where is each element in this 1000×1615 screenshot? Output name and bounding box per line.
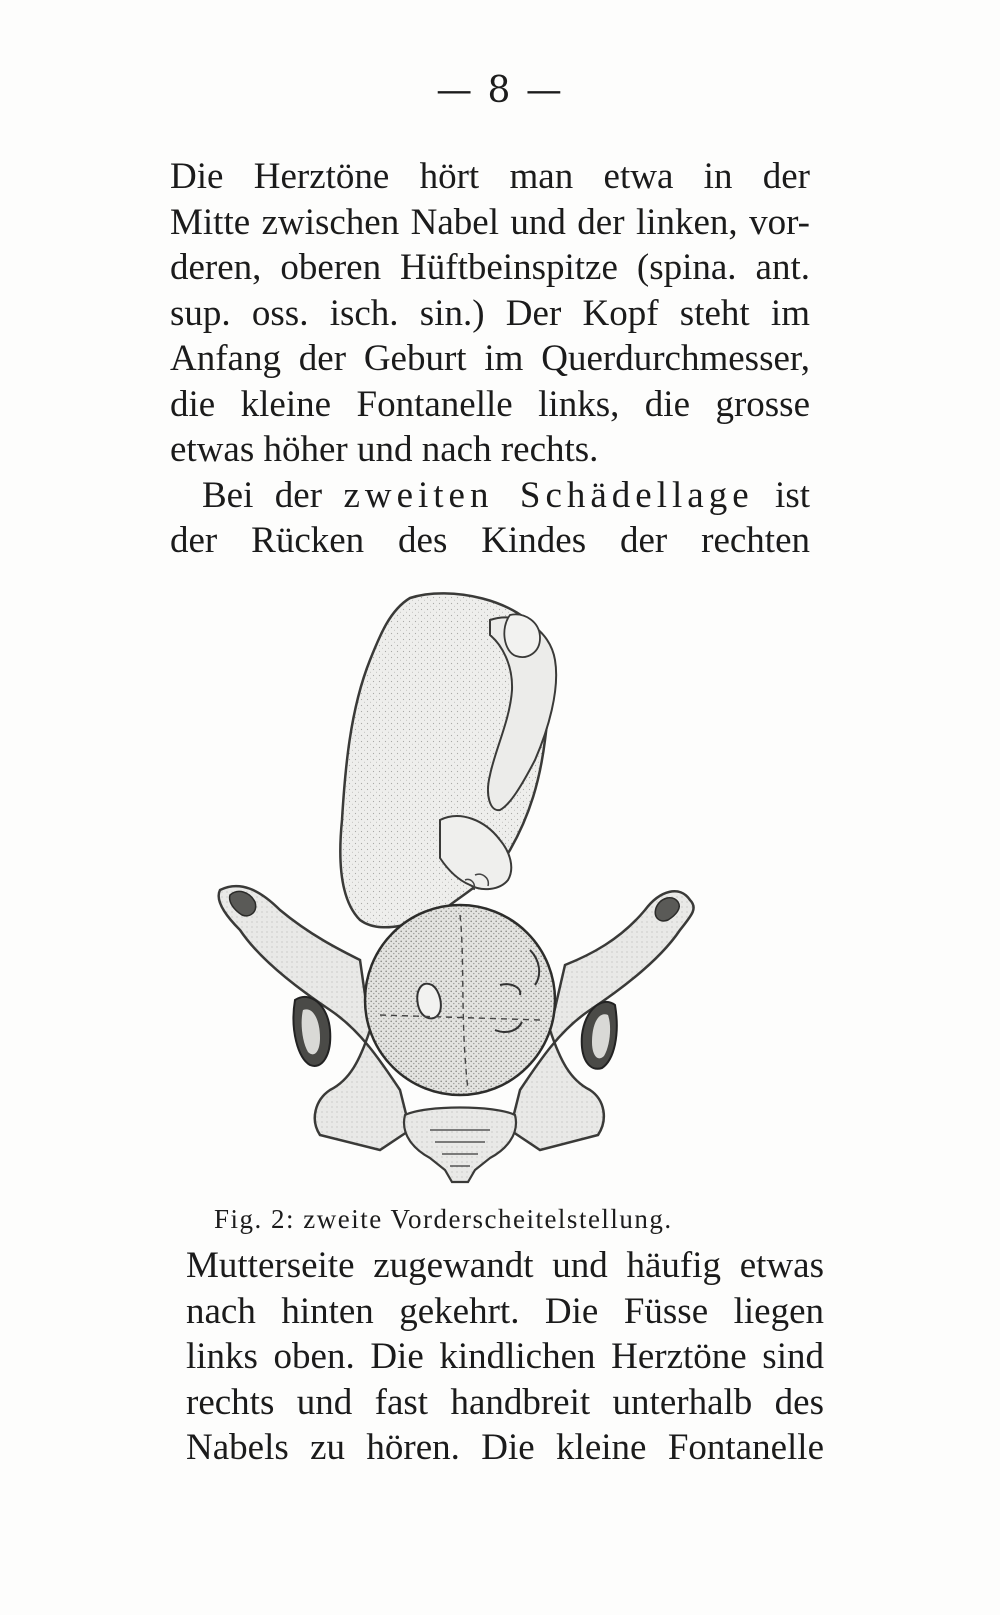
- text-line: Die Herztöne hört man etwa in der: [170, 156, 810, 197]
- top-paragraph: [170, 154, 810, 564]
- text-line: deren, oberen Hüftbeinspitze (spina. ant.: [170, 247, 810, 288]
- text-line: sup. oss. isch. sin.) Der Kopf steht im: [170, 292, 810, 334]
- page-number: — 8 —: [436, 70, 564, 111]
- text-line: Anfang der Geburt im Querdurchmesser,: [170, 338, 810, 379]
- emphasized-term: zweiten Schädellage: [343, 474, 754, 516]
- paragraph-start-end: ist: [775, 474, 810, 516]
- text-line: Mutterseite zugewandt und häufig etwas: [186, 1245, 824, 1286]
- text-line: die kleine Fontanelle links, die grosse: [170, 383, 810, 425]
- pelvis-sacrum: [404, 1108, 516, 1183]
- bottom-paragraph: [186, 1243, 824, 1471]
- figure-caption: Fig. 2: zweite Vorderscheitelstellung.: [214, 1204, 673, 1234]
- text-line: links oben. Die kindlichen Herztöne sind: [186, 1336, 824, 1377]
- pelvis-fetus-illustration: [210, 590, 710, 1190]
- text-line: der Rücken des Kindes der rechten: [170, 520, 810, 561]
- text-line-paragraph-start: [170, 473, 810, 519]
- text-line: Nabels zu hören. Die kleine Fontanelle: [186, 1427, 824, 1468]
- paragraph-start-text: Bei der: [202, 474, 323, 516]
- text-line: Mitte zwischen Nabel und der linken, vor-: [170, 201, 810, 243]
- fetus-head: [365, 905, 555, 1095]
- text-line: nach hinten gekehrt. Die Füsse liegen: [186, 1290, 824, 1332]
- text-line: rechts und fast handbreit unterhalb des: [186, 1381, 824, 1423]
- text-line: etwas höher und nach rechts.: [170, 429, 599, 470]
